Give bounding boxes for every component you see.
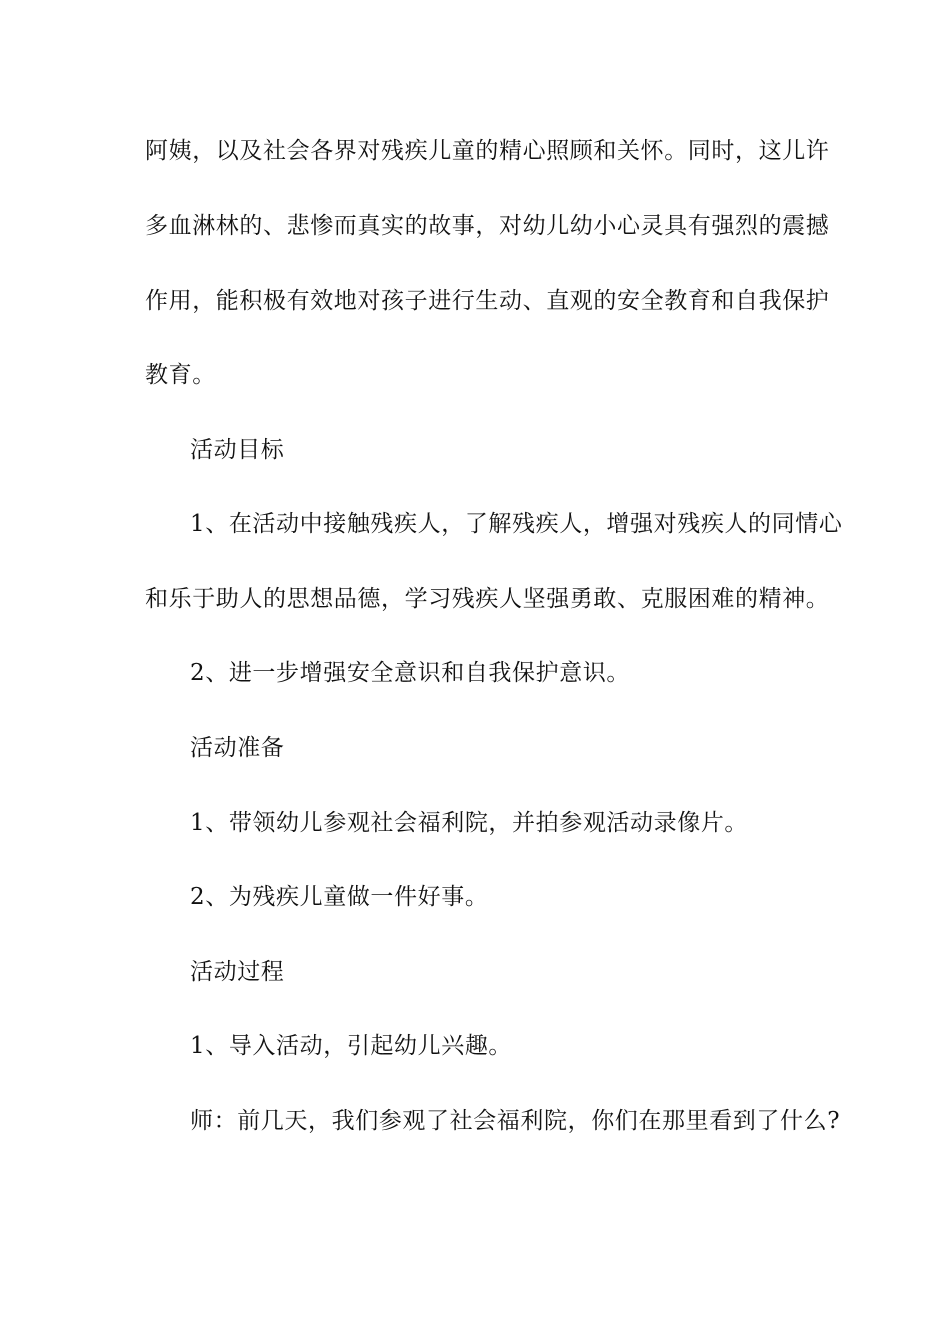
- process-item-1: 1、导入活动，引起幼儿兴趣。: [190, 1033, 513, 1059]
- teacher-dialogue-line: 师：前几天，我们参观了社会福利院，你们在那里看到了什么?: [190, 1108, 841, 1134]
- preparation-item-1: 1、带领幼儿参观社会福利院，并拍参观活动录像片。: [190, 810, 749, 836]
- paragraph-line: 阿姨，以及社会各界对残疾儿童的精心照顾和关怀。同时，这儿许: [145, 138, 830, 164]
- paragraph-line: 教育。: [145, 362, 216, 388]
- goal-item-1: 1、在活动中接触残疾人，了解残疾人，增强对残疾人的同情心: [190, 511, 843, 537]
- paragraph-line: 多血淋林的、悲惨而真实的故事，对幼儿幼小心灵具有强烈的震撼: [145, 213, 830, 239]
- section-heading-goals: 活动目标: [190, 437, 285, 463]
- paragraph-line: 作用，能积极有效地对孩子进行生动、直观的安全教育和自我保护: [145, 288, 830, 314]
- goal-item-1-continued: 和乐于助人的思想品德，学习残疾人坚强勇敢、克服困难的精神。: [145, 586, 830, 612]
- preparation-item-2: 2、为残疾儿童做一件好事。: [190, 884, 489, 910]
- goal-item-2: 2、进一步增强安全意识和自我保护意识。: [190, 660, 631, 686]
- section-heading-preparation: 活动准备: [190, 735, 285, 761]
- section-heading-process: 活动过程: [190, 959, 285, 985]
